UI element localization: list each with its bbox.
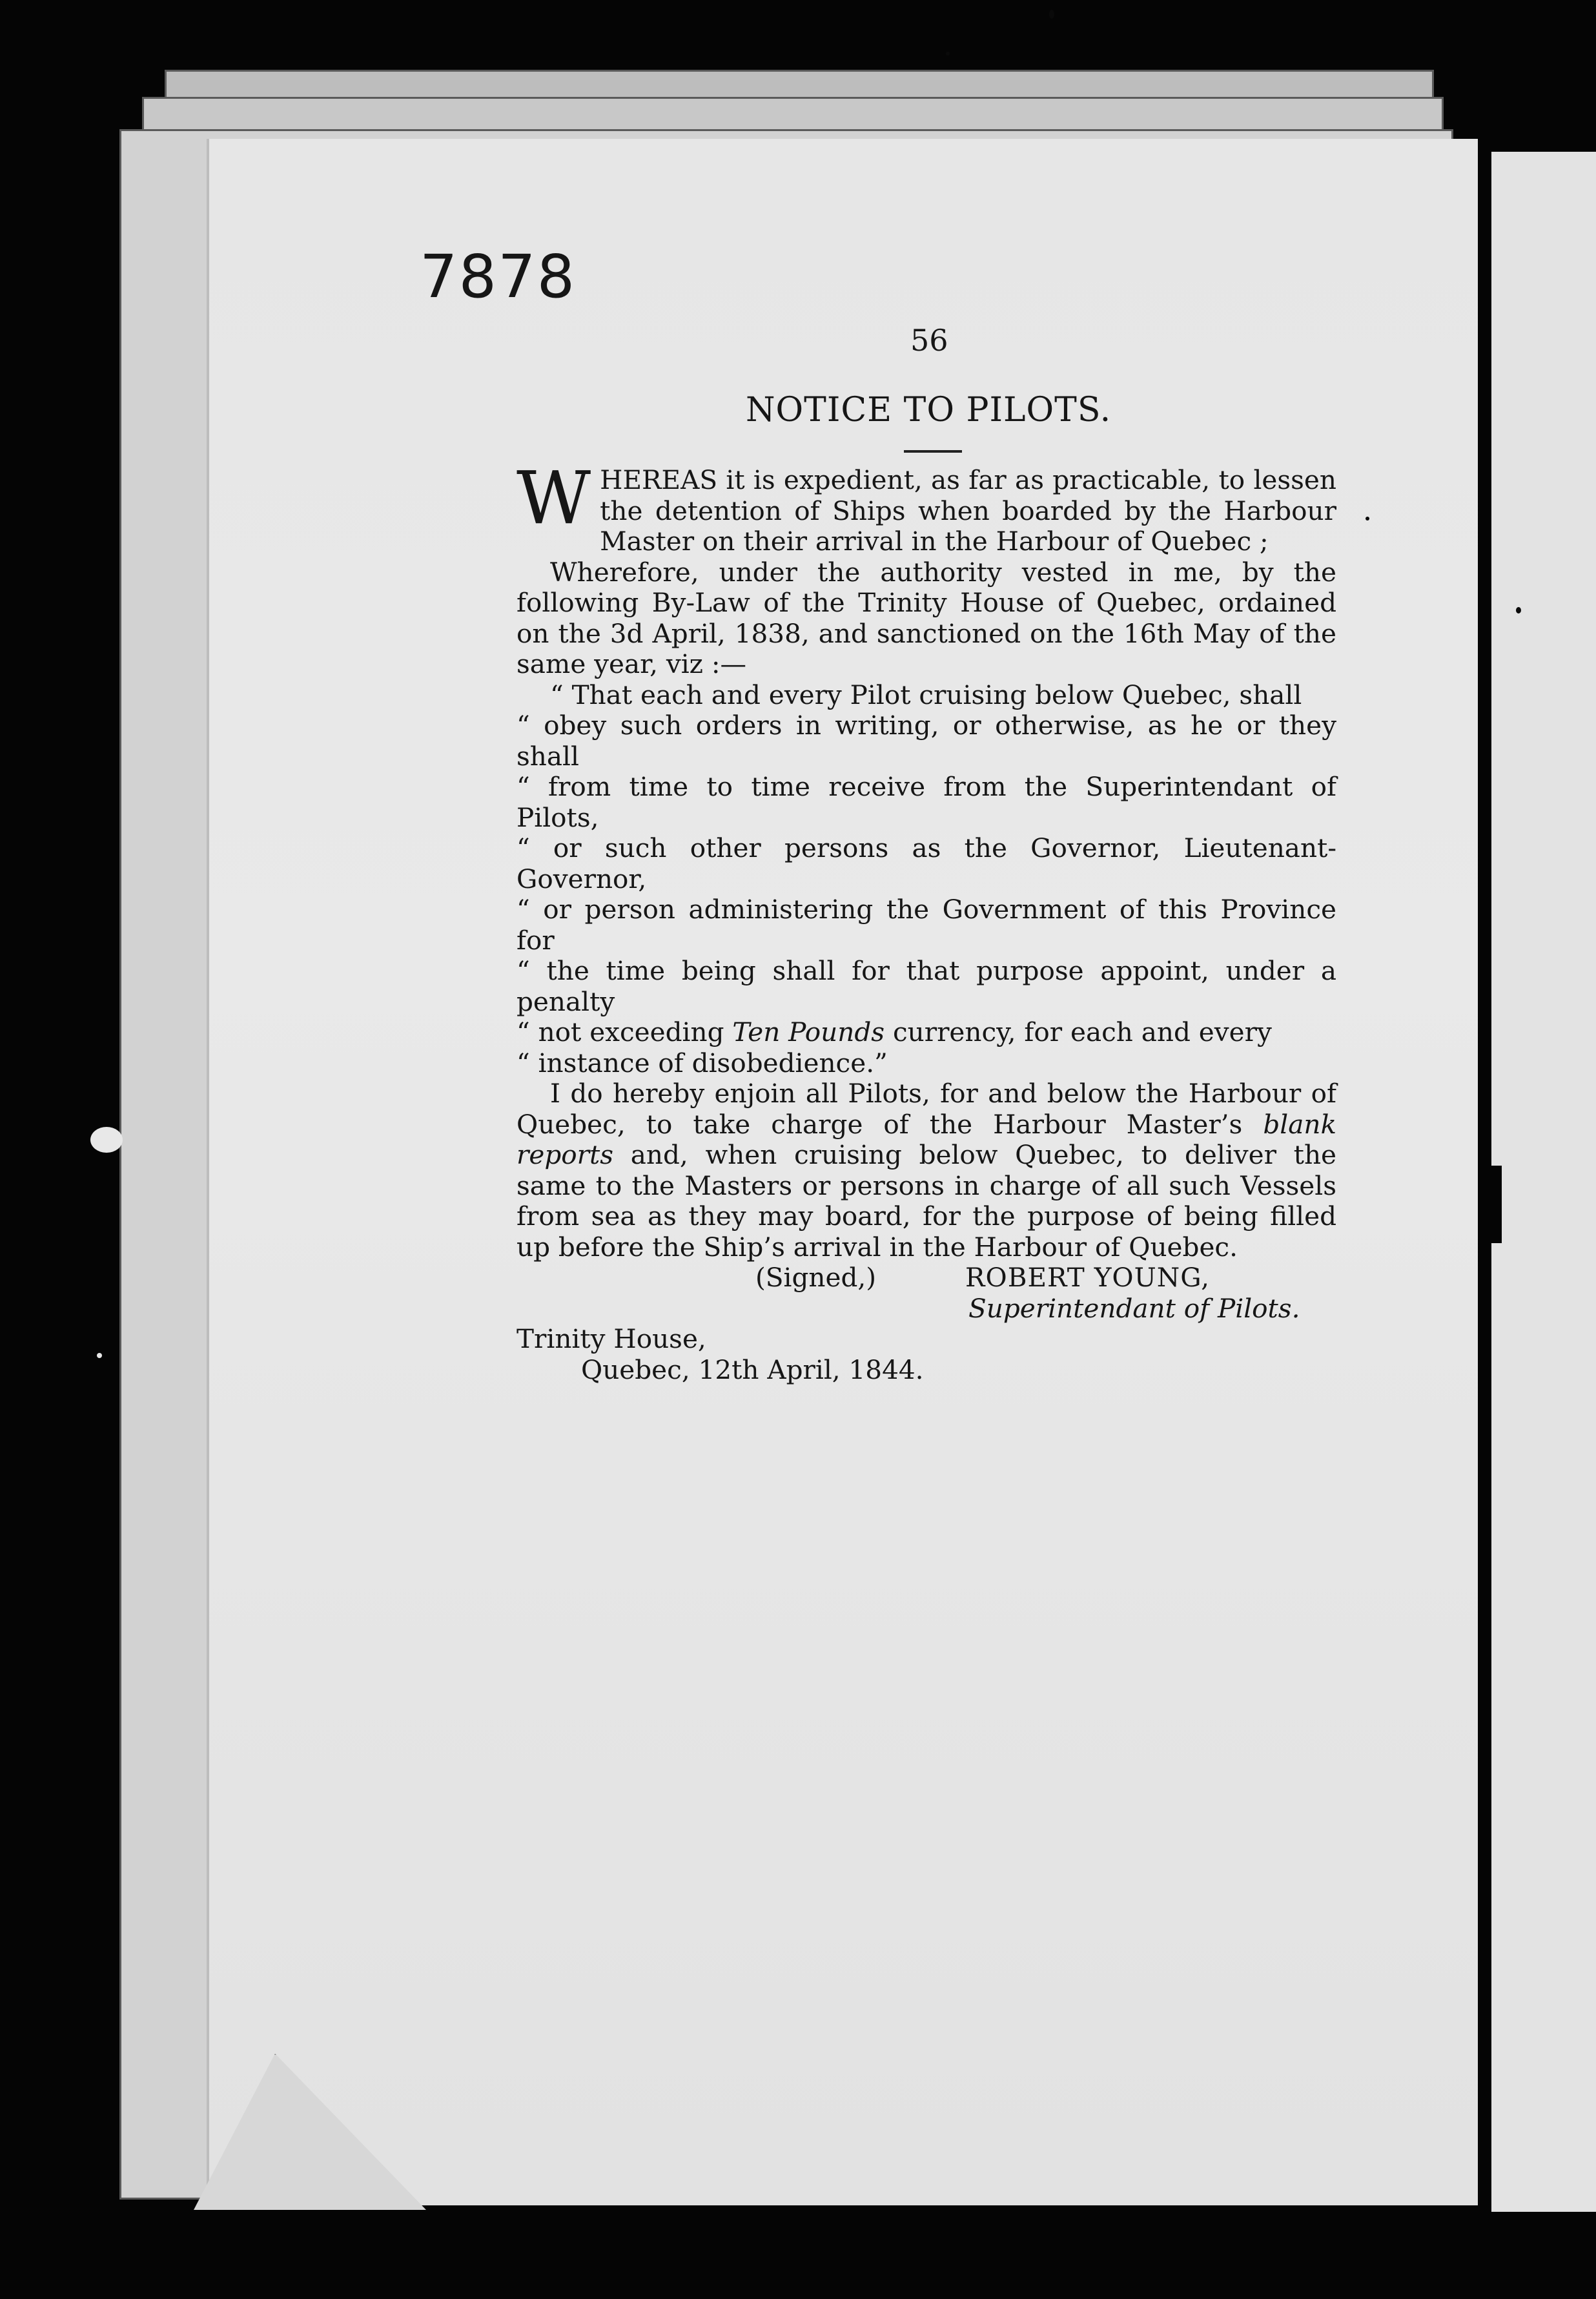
dust-speck	[1366, 517, 1369, 521]
archive-stamp-number: 7878	[420, 242, 577, 311]
signed-label: (Signed,)	[755, 1262, 877, 1293]
paragraph-text: I do hereby enjoin all Pilots, for and below the Harbour of Quebec, to take charge of the Harbour Master’s	[517, 1078, 1336, 1140]
page-number: 56	[910, 323, 948, 358]
dust-speck	[97, 1353, 102, 1358]
bylaw-quote	[517, 680, 1336, 1079]
dust-speck	[946, 52, 950, 56]
quote-line: “ That each and every Pilot cruising below Quebec, shall	[550, 679, 1302, 710]
signature-row	[517, 1263, 1336, 1294]
quote-line: “ instance of disobedience.”	[517, 1047, 888, 1078]
paragraph-whereas	[517, 457, 1336, 557]
drop-cap: W	[517, 457, 591, 541]
title-divider	[904, 450, 962, 453]
quote-italic-text: Ten Pounds	[732, 1016, 885, 1047]
quote-text: currency, for each and every	[892, 1016, 1272, 1047]
quote-line: “ obey such orders in writing, or otherwise, as he or they shall	[517, 710, 1336, 772]
signature-title-row	[517, 1294, 1336, 1325]
signer-name: ROBERT YOUNG,	[965, 1262, 1210, 1293]
place-date-line: Quebec, 12th April, 1844.	[581, 1354, 924, 1385]
dust-speck	[1516, 607, 1521, 613]
quote-line	[517, 1017, 1336, 1048]
quote-line: “ the time being shall for that purpose appoint, under a penalty	[517, 955, 1336, 1017]
page-tab	[1491, 1166, 1502, 1243]
paragraph-text: HEREAS it is expedient, as far as practicable, to lessen	[600, 464, 1336, 495]
dust-speck	[1049, 10, 1054, 19]
adjacent-page	[1491, 152, 1596, 2212]
quote-line: “ or person administering the Government of this Province for	[517, 894, 1336, 956]
quote-text: “ not exceeding	[517, 1016, 724, 1047]
paragraph-text: and, when cruising below Quebec, to deliver the same to the Masters or persons in charge of all such Vessels from sea as they may board, for the purpose of being filled up before the Ship’s arrival in the Harbour of Quebec.	[517, 1139, 1336, 1263]
place-line: Trinity House,	[517, 1323, 706, 1354]
quote-line: “ from time to time receive from the Superintendant of Pilots,	[517, 771, 1336, 833]
paragraph-text: the detention of Ships when boarded by the Harbour	[600, 495, 1336, 526]
quote-line: “ or such other persons as the Governor, Lieutenant-Governor,	[517, 832, 1336, 894]
page-title: NOTICE TO PILOTS.	[746, 391, 1112, 429]
dust-speck	[90, 1127, 123, 1153]
paragraph-italic-text: blank reports	[517, 1108, 1336, 1170]
paragraph-wherefore: Wherefore, under the authority vested in me, by the following By-Law of the Trinity House of Quebec, ordained on the 3d April, 1838, and sanctioned on the 16th May of the same year, viz :—	[517, 556, 1336, 679]
paragraph-text: Master on their arrival in the Harbour of Quebec ;	[600, 526, 1269, 557]
signer-title: Superintendant of Pilots.	[968, 1292, 1300, 1324]
notice-body	[517, 457, 1336, 1385]
paragraph-enjoin	[517, 1078, 1336, 1263]
